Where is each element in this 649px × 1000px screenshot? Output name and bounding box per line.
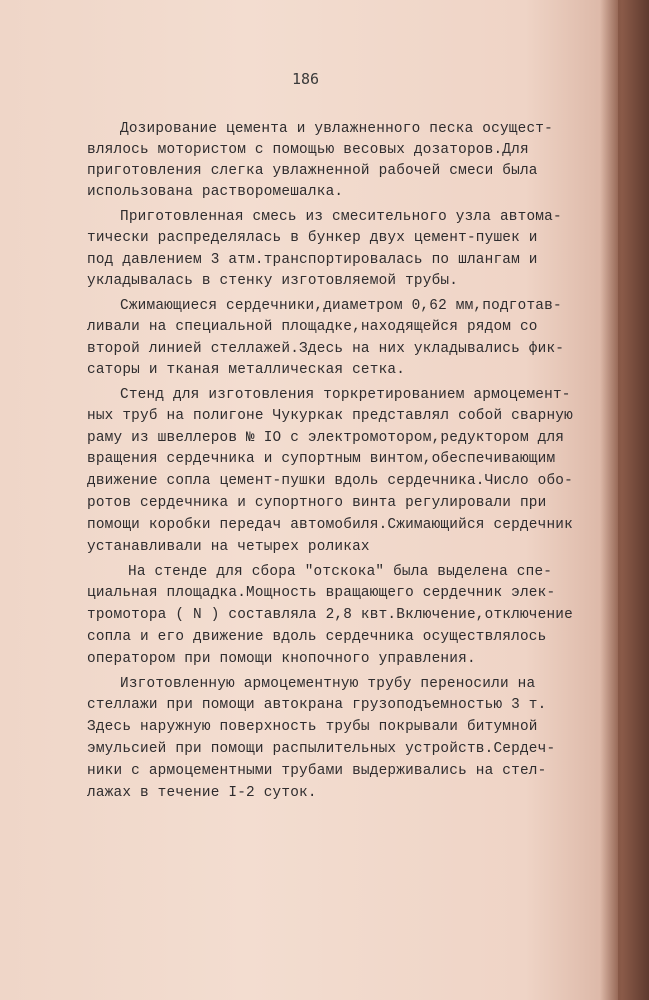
text-line: Изготовленную армоцементную трубу переносили на xyxy=(120,676,536,692)
text-line: Здесь наружную поверхность трубы покрывали битумной xyxy=(87,719,538,735)
text-line: использована растворомешалка. xyxy=(87,184,344,200)
text-line: ных труб на полигоне Чукуркак представлял собой сварную xyxy=(87,408,573,424)
text-line: приготовления слегка увлажненной рабочей смеси была xyxy=(87,163,538,179)
text-line: вращения сердечника и супортным винтом,обеспечивающим xyxy=(87,451,556,467)
text-line: лажах в течение I-2 суток. xyxy=(87,785,317,801)
text-line: Стенд для изготовления торкретированием армоцемент- xyxy=(120,387,571,403)
text-line: Дозирование цемента и увлажненного песка осущест- xyxy=(120,121,553,137)
text-line: раму из швеллеров № IO с электромотором,редуктором для xyxy=(87,430,565,446)
text-line: тически распределялась в бункер двух цемент-пушек и xyxy=(87,230,538,246)
text-line: Сжимающиеся сердечники,диаметром 0,62 мм,подготав- xyxy=(120,298,562,314)
text-line: укладывалась в стенку изготовляемой трубы. xyxy=(87,273,459,289)
text-line: помощи коробки передач автомобиля.Сжимающийся сердечник xyxy=(87,517,573,533)
text-line: движение сопла цемент-пушки вдоль сердечника.Число обо- xyxy=(87,473,573,489)
text-line: циальная площадка.Мощность вращающего сердечник элек- xyxy=(87,585,556,601)
text-line: оператором при помощи кнопочного управления. xyxy=(87,651,476,667)
text-line: ливали на специальной площадке,находящейся рядом со xyxy=(87,319,538,335)
text-line: ротов сердечника и супортного винта регулировали при xyxy=(87,495,547,511)
page-edge-shadow xyxy=(600,0,649,1000)
text-line: На стенде для сбора "отскока" была выделена спе- xyxy=(128,564,553,580)
text-line: эмульсией при помощи распылительных устройств.Сердеч- xyxy=(87,741,556,757)
text-line: саторы и тканая металлическая сетка. xyxy=(87,362,406,378)
text-line: под давлением 3 атм.транспортировалась по шлангам и xyxy=(87,252,538,268)
text-line: ники с армоцементными трубами выдерживались на стел- xyxy=(87,763,547,779)
text-line: устанавливали на четырех роликах xyxy=(87,539,370,555)
text-line: тромотора ( N ) составляла 2,8 квт.Включение,отключение xyxy=(87,607,573,623)
text-line: стеллажи при помощи автокрана грузоподъемностью 3 т. xyxy=(87,697,547,713)
text-line: второй линией стеллажей.Здесь на них укладывались фик- xyxy=(87,341,565,357)
page-number: 186 xyxy=(292,70,320,88)
text-line: сопла и его движение вдоль сердечника осуществлялось xyxy=(87,629,547,645)
text-line: Приготовленная смесь из смесительного узла автома- xyxy=(120,209,562,225)
text-line: влялось мотористом с помощью весовых дозаторов.Для xyxy=(87,142,529,158)
